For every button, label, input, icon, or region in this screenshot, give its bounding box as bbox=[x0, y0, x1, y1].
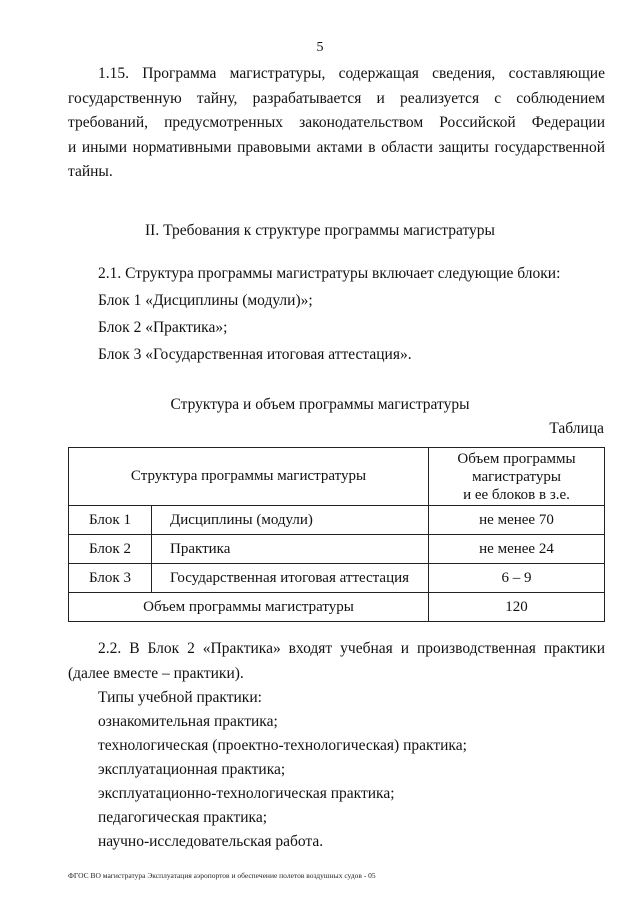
table-label: Таблица bbox=[549, 420, 604, 437]
block-2-item: Блок 2 «Практика»; bbox=[98, 319, 228, 336]
paragraph-2-2 bbox=[68, 637, 605, 686]
name-cell: Государственная итоговая аттестация bbox=[152, 564, 429, 593]
practice-type-item: технологическая (проектно-технологическая) практика; bbox=[98, 737, 467, 754]
paragraph-line: 2.2. В Блок 2 «Практика» входят учебная и производственная практики bbox=[98, 640, 605, 657]
structure-table bbox=[68, 447, 605, 622]
paragraph-line: и иными нормативными правовыми актами в области защиты государственной bbox=[68, 138, 605, 156]
value-cell: 6 – 9 bbox=[429, 564, 605, 593]
total-label-cell: Объем программы магистратуры bbox=[69, 593, 429, 622]
paragraph-line: (далее вместе – практики). bbox=[68, 664, 244, 682]
header-volume-line: магистратуры bbox=[472, 468, 561, 485]
total-value-cell: 120 bbox=[429, 593, 605, 622]
block-1-item: Блок 1 «Дисциплины (модули)»; bbox=[98, 292, 313, 309]
header-volume-line: и ее блоков в з.е. bbox=[463, 486, 570, 503]
paragraph-line: государственную тайну, разрабатывается и реализуется с соблюдением bbox=[68, 89, 605, 107]
value-cell: не менее 70 bbox=[429, 506, 605, 535]
table-caption: Структура и объем программы магистратуры bbox=[170, 396, 470, 413]
header-volume-line: Объем программы bbox=[457, 450, 576, 467]
name-cell: Дисциплины (модули) bbox=[152, 506, 429, 535]
table-row bbox=[69, 506, 605, 535]
practice-type-item: ознакомительная практика; bbox=[98, 713, 278, 730]
paragraph-line: тайны. bbox=[68, 163, 113, 180]
value-cell: не менее 24 bbox=[429, 535, 605, 564]
practice-type-item: эксплуатационная практика; bbox=[98, 761, 286, 778]
table-row bbox=[69, 564, 605, 593]
practice-type-item: научно-исследовательская работа. bbox=[98, 833, 324, 850]
table-total-row bbox=[69, 593, 605, 622]
paragraph-line: требований, предусмотренных законодательством Российской Федерации bbox=[68, 114, 605, 131]
paragraph-1-15 bbox=[68, 62, 605, 185]
block-cell: Блок 3 bbox=[69, 564, 152, 593]
table-row bbox=[69, 535, 605, 564]
name-cell: Практика bbox=[152, 535, 429, 564]
page-footer: ФГОС ВО магистратура Эксплуатация аэропортов и обеспечение полетов воздушных судов - 05 bbox=[68, 871, 376, 880]
practice-types-heading: Типы учебной практики: bbox=[98, 689, 262, 706]
structure-intro: 2.1. Структура программы магистратуры включает следующие блоки: bbox=[98, 265, 561, 282]
page-number: 5 bbox=[316, 40, 324, 55]
table-header-volume bbox=[429, 448, 605, 506]
paragraph-line: 1.15. Программа магистратуры, содержащая сведения, составляющие bbox=[98, 65, 605, 82]
block-cell: Блок 2 bbox=[69, 535, 152, 564]
practice-type-item: эксплуатационно-технологическая практика; bbox=[98, 785, 395, 802]
practice-type-item: педагогическая практика; bbox=[98, 809, 268, 826]
block-cell: Блок 1 bbox=[69, 506, 152, 535]
table-header-structure: Структура программы магистратуры bbox=[69, 448, 429, 506]
block-3-item: Блок 3 «Государственная итоговая аттестация». bbox=[98, 346, 412, 363]
section-heading: II. Требования к структуре программы магистратуры bbox=[145, 222, 495, 239]
table-header-row bbox=[69, 448, 605, 506]
